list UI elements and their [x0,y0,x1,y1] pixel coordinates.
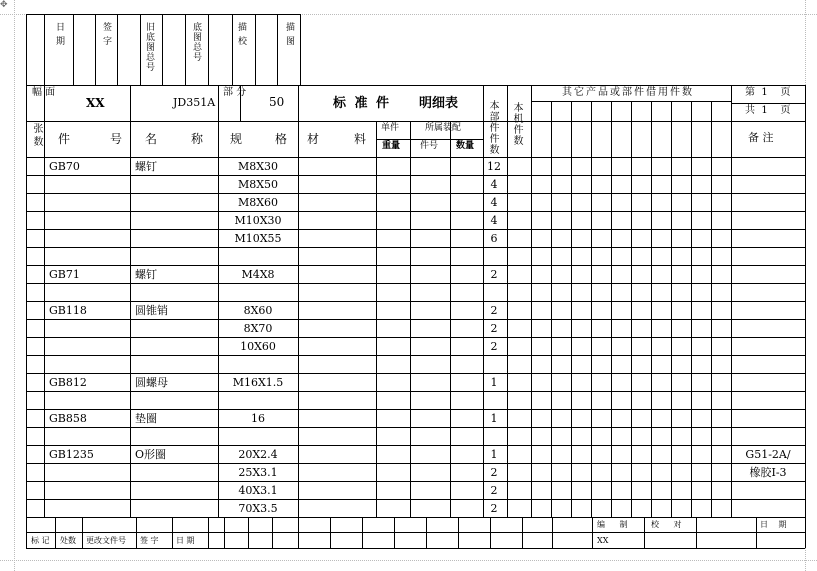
top-block-line [277,14,278,85]
top-block-line [255,14,256,85]
part-code: GB812 [49,376,87,389]
part-qty: 2 [490,502,498,515]
part-qty: 1 [490,412,498,425]
part-name: O形圈 [135,448,167,461]
part-qty: 2 [490,484,498,497]
header-mid-line [26,121,805,122]
part-qty: 2 [490,268,498,281]
footer-col-line [458,517,459,548]
footer-col-line [172,517,173,548]
part-code: GB70 [49,160,80,173]
col-line [130,121,131,517]
drawing-code: JD351A [173,96,216,109]
col-guige-b: 格 [275,132,288,146]
footer-chushu: 处数 [60,536,76,545]
footer-bianzhi-value: XX [597,536,609,545]
row-line [26,409,805,410]
footer-bianzhi: 编 制 [597,520,634,529]
part-spec: 40X3.1 [238,484,278,497]
col-line [410,121,411,517]
header-top-line [26,85,805,86]
col-zhangshu: 张 数 [31,123,42,147]
part-qty: 4 [490,196,498,209]
row-line [26,301,805,302]
footer-col-line [592,517,593,548]
col-line [507,121,508,517]
part-name: 螺钉 [135,268,157,281]
col-cailiao-b: 料 [354,132,367,146]
part-spec: M8X30 [237,160,279,173]
footer-col-line [82,517,83,548]
part-qty: 4 [490,178,498,191]
row-line [26,427,805,428]
other-product-col-line [711,101,712,517]
part-spec: M10X30 [234,214,282,227]
other-products-sub-line [531,101,731,102]
top-block-line [117,14,118,85]
top-block-line [95,14,96,85]
part-note: 橡胶I-3 [749,466,787,479]
part-qty: 2 [490,340,498,353]
other-product-col-line [591,101,592,517]
footer-col-line [136,517,137,548]
part-spec: 16 [251,412,265,425]
part-qty: 1 [490,448,498,461]
footer-col-line [272,517,273,548]
col-line [450,121,451,517]
outer-left-border [26,14,27,548]
other-product-col-line [611,101,612,517]
part-spec: 70X3.5 [238,502,278,515]
footer-col-line [756,517,757,548]
col-line [44,121,45,517]
benbujian-label: 本部件件数 [487,100,498,155]
other-product-col-line [691,101,692,517]
move-handle-icon[interactable]: ✥ [0,0,8,10]
part-spec: 25X3.1 [238,466,278,479]
top-sign-cell-label: 旧底图总号 [144,22,154,72]
col-jianhao-a: 件 [58,132,71,146]
footer-riqi: 日 期 [176,536,195,545]
bufen-value: 50 [269,95,285,109]
col-jianhao-b: 号 [110,132,123,146]
row-line [26,499,805,500]
row-line [26,211,805,212]
other-products-label: 其它产品或部件借用件数 [562,87,694,98]
footer-riqi2: 日 期 [760,520,791,529]
part-name: 圆锥销 [135,304,168,317]
footer-top-line [26,517,805,518]
part-spec: 8X60 [243,304,273,317]
footer-col-line [208,517,209,548]
col-line [376,121,377,517]
other-product-col-line [571,101,572,517]
part-spec: 10X60 [240,340,276,353]
col-line [218,121,219,517]
part-name: 圆螺母 [135,376,168,389]
row-line [26,355,805,356]
footer-col-line [55,517,56,548]
part-code: GB858 [49,412,87,425]
footer-qianzi: 签 字 [140,536,159,545]
top-block-line [140,14,141,85]
col-line [483,85,484,157]
footer-col-line [248,517,249,548]
other-product-col-line [551,101,552,517]
col-line [218,85,219,121]
row-line [26,283,805,284]
footer-col-line [490,517,491,548]
top-block-line [162,14,163,85]
page-guide-left [14,0,15,571]
col-line [531,85,532,157]
row-line [26,319,805,320]
part-spec: M8X50 [237,178,279,191]
row-line [26,463,805,464]
part-name: 螺钉 [135,160,157,173]
part-qty: 4 [490,214,498,227]
top-sign-cell-label: 描 校 [236,22,246,46]
fumian-value: XX [86,96,105,110]
other-product-col-line [631,101,632,517]
row-line [26,391,805,392]
footer-col-line [298,517,299,548]
footer-col-line [330,517,331,548]
footer-bottom-line [26,548,805,549]
top-sign-cell-label: 底图总号 [191,22,201,62]
total-pages-label: 共 1 页 [745,105,791,116]
col-cailiao-a: 材 [307,132,320,146]
other-product-col-line [651,101,652,517]
col-mingcheng-b: 称 [191,132,204,146]
col-zhongliang: 重量 [382,141,401,151]
footer-col-line [696,517,697,548]
benji-label: 本机件数 [511,102,522,146]
footer-col-line [362,517,363,548]
row-line [26,337,805,338]
row-line [26,193,805,194]
row-line [26,175,805,176]
col-beizhu: 备 注 [748,131,774,144]
top-block-line [185,14,186,85]
col-sub-jianhao: 件号 [420,141,439,151]
part-code: GB118 [49,304,87,317]
top-sign-cell-label: 日 期 [54,22,64,46]
row-line [26,265,805,266]
part-qty: 6 [490,232,498,245]
part-spec: 20X2.4 [238,448,278,461]
row-line [26,373,805,374]
part-qty: 2 [490,466,498,479]
row-line [26,445,805,446]
part-qty: 2 [490,304,498,317]
table-title-1: 标 准 件 [333,96,392,111]
col-line [483,121,484,517]
col-line [507,85,508,157]
col-line [298,85,299,121]
top-sign-cell-label: 签 字 [101,22,111,46]
other-product-col-line [671,101,672,517]
header-bottom-line [26,157,805,158]
col-suoshu: 所属装配 [425,123,462,133]
part-spec: M10X55 [234,232,282,245]
col-guige-a: 规 [230,132,243,146]
page-sub-line [731,103,805,104]
col-line [731,85,732,157]
footer-jiaodui: 校 对 [651,520,688,529]
part-qty: 1 [490,376,498,389]
part-spec: M16X1.5 [232,376,284,389]
top-block-line [73,14,74,85]
other-product-col-line [731,101,732,517]
part-code: GB1235 [49,448,94,461]
part-name: 垫圈 [135,412,157,425]
part-note: G51-2A/ [745,448,791,461]
part-spec: 8X70 [243,322,273,335]
footer-col-line [394,517,395,548]
top-block-line [232,14,233,85]
footer-biaoji: 标 记 [31,536,50,545]
top-block-edge [26,14,300,15]
col-line [130,85,131,121]
col-sub-shuliang: 数量 [456,141,475,151]
page-guide-bottom [0,560,817,561]
footer-col-line [644,517,645,548]
footer-col-line [426,517,427,548]
footer-col-line [224,517,225,548]
top-sign-cell-label: 描 图 [284,22,294,46]
row-line [26,247,805,248]
col-danjian: 单件 [381,123,400,133]
bufen-label: 部 分 [223,87,247,98]
assembly-sub-line [410,139,483,140]
col-mingcheng-a: 名 [145,132,158,146]
page-label: 第 1 页 [745,87,791,98]
row-line [26,229,805,230]
col-line [531,121,532,517]
part-spec: M8X60 [237,196,279,209]
fumian-label-1: 幅 面 [32,87,56,98]
table-title-2: 明细表 [419,96,459,111]
row-line [26,481,805,482]
footer-genggai: 更改文件号 [86,536,126,545]
outer-right-border [805,85,806,548]
top-block-line [300,14,301,85]
footer-mid-line [26,532,805,533]
part-code: GB71 [49,268,80,281]
weight-sub-line [376,139,410,140]
part-qty: 2 [490,322,498,335]
footer-col-line [522,517,523,548]
part-spec: M4X8 [241,268,275,281]
part-qty: 12 [487,160,501,173]
top-block-line [44,14,45,85]
top-block-line [208,14,209,85]
footer-col-line [552,517,553,548]
col-line [298,121,299,517]
